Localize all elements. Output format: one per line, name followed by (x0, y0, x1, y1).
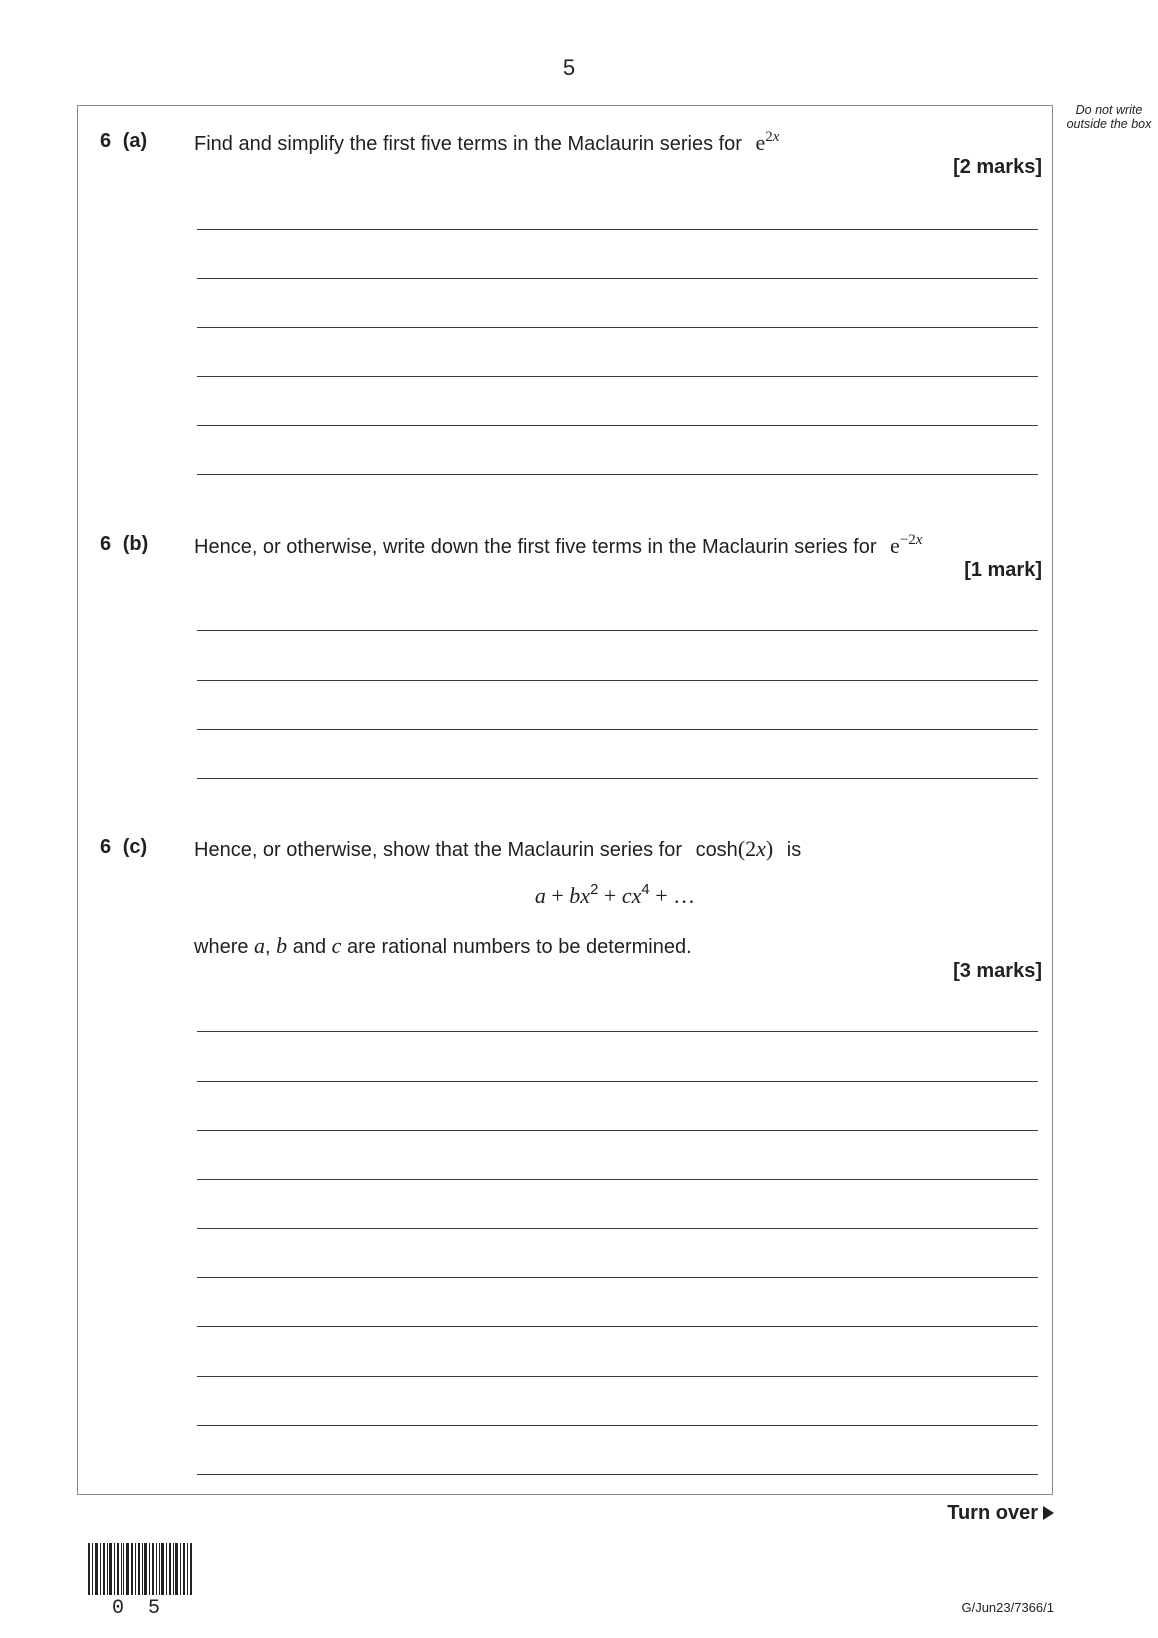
question-part: (a) (122, 130, 148, 152)
turn-over-text: Turn over (947, 1502, 1038, 1524)
expression-e-2x (756, 130, 780, 155)
answer-box (77, 105, 1053, 1495)
cosh-arg-open: (2 (737, 836, 757, 861)
answer-line[interactable] (197, 474, 1038, 475)
question-6b-prompt: Hence, or otherwise, write down the first five terms in the Maclaurin series for (194, 536, 877, 558)
answer-line[interactable] (197, 729, 1038, 730)
question-6a-prompt: Find and simplify the first five terms in the Maclaurin series for (194, 133, 742, 155)
answer-line[interactable] (197, 1376, 1038, 1377)
question-6c-where (194, 933, 692, 959)
question-6b-number (100, 533, 148, 556)
question-6b-text (194, 533, 922, 559)
turn-over-arrow-icon (1043, 1506, 1054, 1520)
question-part: (c) (122, 836, 148, 858)
var-b: b (276, 933, 288, 958)
question-number: 6 (100, 533, 112, 555)
cosh-arg-close: ) (765, 836, 774, 861)
separator: , (265, 936, 271, 958)
formula-tail: + … (649, 883, 696, 908)
formula-plus: + (598, 883, 622, 908)
question-6c-number (100, 836, 147, 859)
formula-a: a (534, 883, 546, 908)
answer-line[interactable] (197, 1474, 1038, 1475)
expression-exponent-var: x (772, 129, 780, 145)
formula-exponent: 2 (590, 881, 599, 898)
answer-line[interactable] (197, 630, 1038, 631)
expression-e-minus-2x (890, 533, 922, 558)
barcode-digits: 0 5 (112, 1597, 167, 1620)
barcode (88, 1543, 194, 1595)
question-6c-prompt: Hence, or otherwise, show that the Maclaurin series for (194, 839, 682, 861)
and-word: and (292, 936, 327, 958)
answer-line[interactable] (197, 278, 1038, 279)
question-6a-number (100, 130, 147, 153)
answer-line[interactable] (197, 1228, 1038, 1229)
formula-x: x (631, 883, 642, 908)
var-a: a (254, 933, 266, 958)
answer-line[interactable] (197, 327, 1038, 328)
question-6b-marks: [1 mark] (964, 559, 1042, 581)
question-6c-marks: [3 marks] (953, 960, 1042, 982)
margin-note: Do not write outside the box (1066, 103, 1152, 131)
formula-exponent: 4 (641, 881, 650, 898)
turn-over-label (947, 1502, 1054, 1525)
question-number: 6 (100, 836, 112, 858)
answer-line[interactable] (197, 1326, 1038, 1327)
expression-base: e (755, 130, 766, 155)
answer-line[interactable] (197, 1179, 1038, 1180)
answer-line[interactable] (197, 1130, 1038, 1131)
answer-line[interactable] (197, 425, 1038, 426)
expression-exponent-var: x (915, 532, 923, 548)
question-6a-text (194, 130, 779, 156)
answer-line[interactable] (197, 1277, 1038, 1278)
formula-b: b (569, 883, 581, 908)
page-number: 5 (562, 55, 576, 80)
formula-c: c (621, 883, 632, 908)
formula-plus: + (545, 883, 570, 908)
where-prefix: where (194, 936, 249, 958)
answer-line[interactable] (197, 778, 1038, 779)
cosh-arg-var: x (756, 836, 766, 861)
question-part: (b) (122, 533, 149, 555)
expression-exponent-num: −2 (899, 532, 916, 548)
answer-line[interactable] (197, 680, 1038, 681)
question-number: 6 (100, 130, 112, 152)
formula-x: x (580, 883, 591, 908)
expression-cosh-2x (695, 836, 779, 861)
cosh-function: cosh (695, 839, 738, 861)
answer-line[interactable] (197, 1425, 1038, 1426)
reference-code: G/Jun23/7366/1 (961, 1600, 1054, 1615)
answer-line[interactable] (197, 229, 1038, 230)
answer-line[interactable] (197, 1031, 1038, 1032)
answer-line[interactable] (197, 1081, 1038, 1082)
question-6c-is: is (786, 839, 802, 861)
var-c: c (331, 933, 342, 958)
where-suffix: are rational numbers to be determined. (347, 936, 692, 958)
expression-exponent-num: 2 (765, 129, 773, 145)
question-6c-text (194, 836, 801, 862)
expression-base: e (890, 533, 900, 558)
answer-line[interactable] (197, 376, 1038, 377)
question-6a-marks: [2 marks] (953, 156, 1042, 178)
series-formula (0, 883, 1158, 909)
